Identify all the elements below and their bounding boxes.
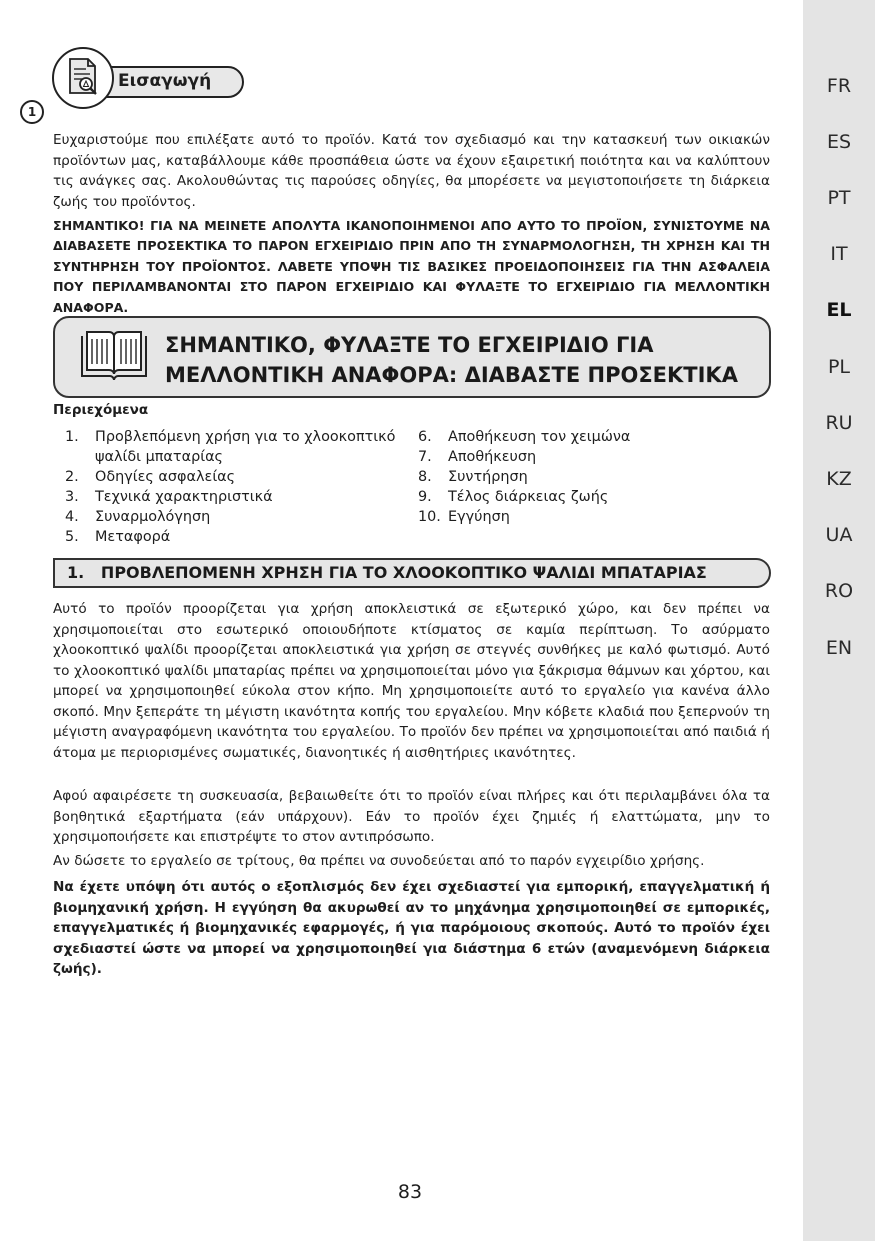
intro-important-paragraph: ΣΗΜΑΝΤΙΚΟ! ΓΙΑ ΝΑ ΜΕΙΝΕΤΕ ΑΠΟΛΥΤΑ ΙΚΑΝΟΠΟΙΗΜΕΝΟΙ ΑΠΟ ΑΥΤΟ ΤΟ ΠΡΟΪΟΝ, ΣΥΝΙΣΤΟΥΜΕ ΝΑ ΔΙΑΒΑΣΕΤΕ ΠΡΟΣΕΚΤΙΚΑ ΤΟ ΠΑΡΟΝ ΕΓΧΕΙΡΙΔΙΟ ΠΡΙΝ ΑΠΟ ΤΗ ΣΥΝΑΡΜΟΛΟΓΗΣΗ, ΤΗ ΧΡΗΣΗ ΚΑΙ ΤΗ ΣΥΝΤΗΡΗΣΗ ΤΟΥ ΠΡΟΪΟΝΤΟΣ. ΛΑΒΕΤΕ ΥΠΟΨΗ ΤΙΣ ΒΑΣΙΚΕΣ ΠΡΟΕΙΔΟΠΟΙΗΣΕΙΣ ΓΙΑ ΤΗΝ ΑΣΦΑΛΕΙΑ ΠΟΥ ΠΕΡΙΛΑΜΒΑΝΟΝΤΑΙ ΣΤΟ ΠΑΡΟΝ ΕΓΧΕΙΡΙΔΙΟ ΚΑΙ ΦΥΛΑΞΤΕ ΤΟ ΕΓΧΕΙΡΙΔΙΟ ΓΙΑ ΜΕΛΛΟΝΤΙΚΗ ΑΝΑΦΟΡΑ.: [53, 218, 770, 315]
contents-item-text: Αποθήκευση τον χειμώνα: [448, 429, 631, 445]
contents-item-number: 2.: [65, 469, 79, 485]
contents-item-number: 1.: [65, 429, 79, 445]
intro-icon-group: [52, 47, 114, 109]
lang-tab-pl[interactable]: PL: [827, 356, 851, 378]
contents-item-text: Αποθήκευση: [448, 449, 537, 465]
lang-tab-pt[interactable]: PT: [827, 187, 851, 209]
section-paragraph-warranty-note: Να έχετε υπόψη ότι αυτός ο εξοπλισμός δεν έχει σχεδιαστεί για εμπορική, επαγγελματική ή βιομηχανική χρήση. Η εγγύηση θα ακυρωθεί αν το μηχάνημα χρησιμοποιηθεί σε εμπορικές, επαγγελματικές ή βιομηχανικές εφαρμογές, ή για παρόμοιους σκοπούς. Αυτό το προϊόν έχει σχεδιαστεί ώστε να μπορεί να χρησιμοποιηθεί για διάστημα 6 ετών (αναμενόμενη διάρκεια ζωής).: [53, 879, 770, 977]
lang-tab-ua[interactable]: UA: [825, 524, 853, 546]
intro-step-number: 1: [20, 100, 44, 124]
open-book-icon: [78, 328, 150, 384]
intro-title: Εισαγωγή: [118, 71, 212, 91]
lang-tab-en[interactable]: EN: [825, 637, 853, 659]
lang-tab-es[interactable]: ES: [826, 131, 852, 153]
lang-tab-ro[interactable]: RO: [824, 580, 854, 602]
contents-item-number: 8.: [418, 469, 432, 485]
lang-tab-fr[interactable]: FR: [826, 75, 852, 97]
contents-item-text: Συντήρηση: [448, 469, 528, 485]
section-heading: 1. ΠΡΟΒΛΕΠΟΜΕΝΗ ΧΡΗΣΗ ΓΙΑ ΤΟ ΧΛΟΟΚΟΠΤΙΚΟ ΨΑΛΙΔΙ ΜΠΑΤΑΡΙΑΣ: [67, 563, 707, 582]
contents-item-text: Μεταφορά: [95, 529, 171, 545]
contents-item-text: Τεχνικά χαρακτηριστικά: [95, 489, 273, 505]
important-banner-text: [165, 330, 765, 390]
contents-item-number: 4.: [65, 509, 79, 525]
contents-title: Περιεχόμενα: [53, 402, 149, 418]
important-banner-line2: ΜΕΛΛΟΝΤΙΚΗ ΑΝΑΦΟΡΑ: ΔΙΑΒΑΣΤΕ ΠΡΟΣΕΚΤΙΚΑ: [165, 363, 738, 387]
contents-item-number: 5.: [65, 529, 79, 545]
contents-item-text: Εγγύηση: [448, 509, 510, 525]
contents-item-number: 7.: [418, 449, 432, 465]
important-banner-line1: ΣΗΜΑΝΤΙΚΟ, ΦΥΛΑΞΤΕ ΤΟ ΕΓΧΕΙΡΙΔΙΟ ΓΙΑ: [165, 333, 654, 357]
contents-item-number: 10.: [418, 509, 441, 525]
lang-tab-kz[interactable]: KZ: [826, 468, 852, 490]
contents-item-number: 9.: [418, 489, 432, 505]
contents-item-text: Συναρμολόγηση: [95, 509, 211, 525]
lang-tab-ru[interactable]: RU: [825, 412, 853, 434]
section-paragraph-usage: Αυτό το προϊόν προορίζεται για χρήση αποκλειστικά σε εξωτερικό χώρο, και δεν πρέπει να χρησιμοποιείται στο εσωτερικό οποιουδήποτε κτίσματος σε καμία περίπτωση. Το ασύρματο χλοοκοπτικό ψαλίδι προορίζεται αποκλειστικά για χρήση σε στεγνές συνθήκες με καλό φωτισμό. Αυτό το χλοοκοπτικό ψαλίδι μπαταρίας πρέπει να χρησιμοποιείται μόνο για ξάκρισμα θάμνων και χόρτου, και μπορεί να χρησιμοποιηθεί εύκολα στον κήπο. Μη χρησιμοποιείτε αυτό το εργαλείο για κανένα άλλο σκοπό. Μην ξεπεράτε τη μέγιστη ικανότητα κοπής του εργαλείου. Μην κόβετε κλαδιά που ξεπερνούν τη μέγιστη αναγραφόμενη ικανότητα του εργαλείου. Το προϊόν δεν πρέπει να χρησιμοποιείται από παιδιά ή άτομα με περιορισμένες σωματικές, διανοητικές ή αισθητήριες ικανότητες.: [53, 601, 770, 761]
intro-paragraph: Ευχαριστούμε που επιλέξατε αυτό το προϊόν. Κατά τον σχεδιασμό και την κατασκευή των οικιακών προϊόντων μας, καταβάλλουμε κάθε προσπάθεια ώστε να έχουν εξαιρετική ποιότητα και να καλύπτουν τις ανάγκες σας. Ακολουθώντας τις παρούσες οδηγίες, θα μπορέσετε να μεγιστοποιήσετε τη διάρκεια ζωής του προϊόντος.: [53, 132, 770, 210]
lang-tab-it[interactable]: IT: [830, 243, 848, 265]
lang-tab-el[interactable]: EL: [826, 299, 852, 321]
contents-item-text: Προβλεπόμενη χρήση για το χλοοκοπτικό ψαλίδι μπαταρίας: [95, 429, 396, 465]
contents-item-text: Οδηγίες ασφαλείας: [95, 469, 236, 485]
contents-item-number: 3.: [65, 489, 79, 505]
contents-item-number: 6.: [418, 429, 432, 445]
document-search-icon: [62, 55, 104, 99]
page-number: 83: [397, 1181, 423, 1203]
language-sidebar: [803, 0, 875, 1241]
contents-item-text: Τέλος διάρκειας ζωής: [448, 489, 609, 505]
section-paragraph-unpacking: Αφού αφαιρέσετε τη συσκευασία, βεβαιωθείτε ότι το προϊόν είναι πλήρες και ότι περιλαμβάνει όλα τα βοηθητικά εξαρτήματα (εάν υπάρχουν). Εάν το προϊόν έχει ζημιές ή ελαττώματα, μην το χρησιμοποιήσετε και επιστρέψτε το στον αντιπρόσωπο.: [53, 788, 770, 845]
section-paragraph-third-party: Αν δώσετε το εργαλείο σε τρίτους, θα πρέπει να συνοδεύεται από το παρόν εγχειρίδιο χρήσης.: [53, 853, 705, 869]
